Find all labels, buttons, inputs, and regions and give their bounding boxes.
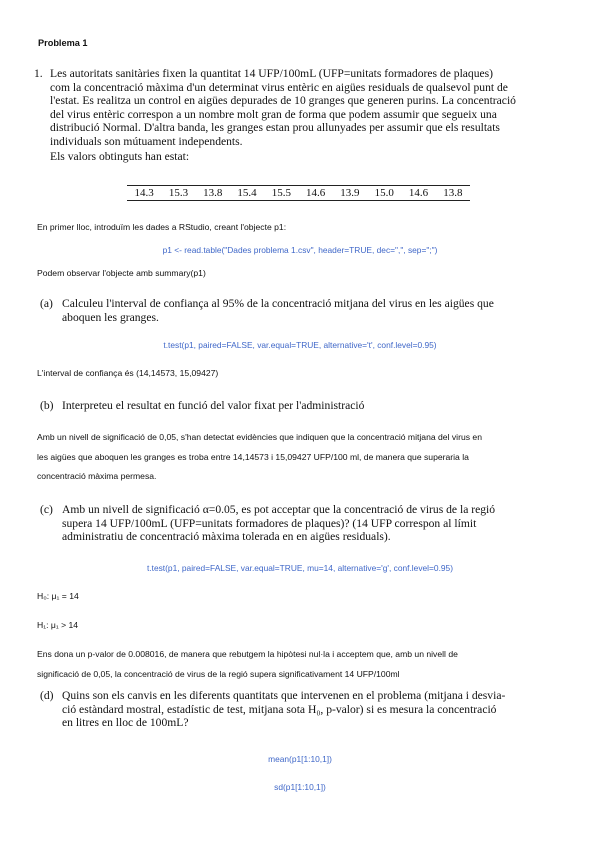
value-cell: 15.4 [230, 186, 264, 201]
problem-line: Les autoritats sanitàries fixen la quantitat 14 UFP/100mL (UFP=unitats formadores de plaques) [50, 67, 494, 80]
question-b-label: (b) [40, 399, 54, 412]
problem-number: 1. [34, 67, 43, 80]
values-table [127, 185, 470, 201]
question-c-label: (c) [40, 503, 53, 516]
code-sd: sd(p1[1:10,1]) [274, 782, 326, 792]
problem-line: distribució Normal. D'altra banda, les granges estan prou allunyades per assumir que els resultats [50, 121, 500, 135]
problem-line: l'estat. Es realitza un control en aigües depurades de 10 granges que generen purins. La concentració [50, 94, 516, 108]
question-d-line: en litres en lloc de 100mL? [62, 716, 189, 730]
answer-b-line: concentració màxima permesa. [37, 471, 157, 481]
question-a-label: (a) [40, 297, 53, 310]
problem-line: del virus entèric correspon a un nombre molt gran de forma que podem assumir que segueix una [50, 107, 497, 121]
question-b-line: Interpreteu el resultat en funció del valor fixat per l'administració [62, 399, 365, 412]
value-cell: 14.3 [127, 186, 161, 201]
value-cell: 15.3 [161, 186, 195, 201]
answer-b-line: Amb un nivell de significació de 0,05, s'han detectat evidències que indiquen que la concentració mitjana del virus en [37, 432, 482, 442]
value-cell: 15.5 [264, 186, 298, 201]
value-cell: 15.0 [367, 186, 401, 201]
value-cell: 13.9 [333, 186, 367, 201]
alternative-hypothesis: H₁: μ₁ > 14 [37, 620, 79, 630]
value-cell: 13.8 [436, 186, 470, 201]
intro-text: En primer lloc, introduïm les dades a RStudio, creant l'objecte p1: [37, 222, 287, 232]
value-cell: 14.6 [298, 186, 332, 201]
code-ttest-c: t.test(p1, paired=FALSE, var.equal=TRUE, mu=14, alternative='g', conf.level=0.95) [146, 563, 454, 573]
question-c-line: Amb un nivell de significació α=0.05, es pot acceptar que la concentració de virus de la regió [62, 503, 496, 516]
question-c-line: supera 14 UFP/100mL (UFP=unitats formadores de plaques)? (14 UFP correspon al límit [62, 516, 477, 530]
answer-a: L'interval de confiança és (14,14573, 15,09427) [37, 368, 219, 378]
problem-line: individuals son mútuament independents. [50, 134, 243, 148]
code-mean: mean(p1[1:10,1]) [268, 754, 332, 764]
value-cell: 14.6 [401, 186, 435, 201]
question-c-line: administratiu de concentració màxima tolerada en en aigües residuals). [62, 530, 391, 544]
question-d-line: ció estàndard mostral, estadístic de test, mitjana sota H₀, p-valor) si es mesura la concentració [62, 702, 497, 716]
question-d-line: Quins son els canvis en les diferents quantitats que intervenen en el problema (mitjana i desvia- [62, 689, 506, 702]
problem-line: com la concentració màxima d'un determinat virus entèric en aigües residuals de qualsevol punt de [50, 80, 508, 94]
answer-b-line: les aigües que aboquen les granges es troba entre 14,14573 i 15,09427 UFP/100 ml, de manera que superaria la [37, 451, 469, 462]
answer-c-line: Ens dona un p-valor de 0.008016, de manera que rebutgem la hipòtesi nul·la i acceptem que, amb un nivell de [37, 649, 458, 659]
answer-b [37, 428, 567, 487]
value-cell: 13.8 [196, 186, 230, 201]
question-a-line: Calculeu l'interval de confiança al 95% de la concentració mitjana del virus en les aigües que [62, 297, 494, 310]
code-ttest-a: t.test(p1, paired=FALSE, var.equal=TRUE, alternative='t', conf.level=0.95) [163, 340, 437, 350]
null-hypothesis: H₀: μ₁ = 14 [37, 591, 79, 601]
question-d-label: (d) [40, 689, 54, 702]
values-intro: Els valors obtinguts han estat: [50, 149, 190, 163]
code-read-table: p1 <- read.table("Dades problema 1.csv", header=TRUE, dec=",", sep=";") [162, 245, 438, 255]
summary-text: Podem observar l'objecte amb summary(p1) [37, 268, 206, 278]
answer-c [37, 645, 567, 684]
answer-c-line: significació de 0,05, la concentració de virus de la regió supera significativament 14 UFP/100ml [37, 668, 400, 679]
question-a-line: aboquen les granges. [62, 310, 159, 324]
page-title: Problema 1 [38, 38, 88, 48]
